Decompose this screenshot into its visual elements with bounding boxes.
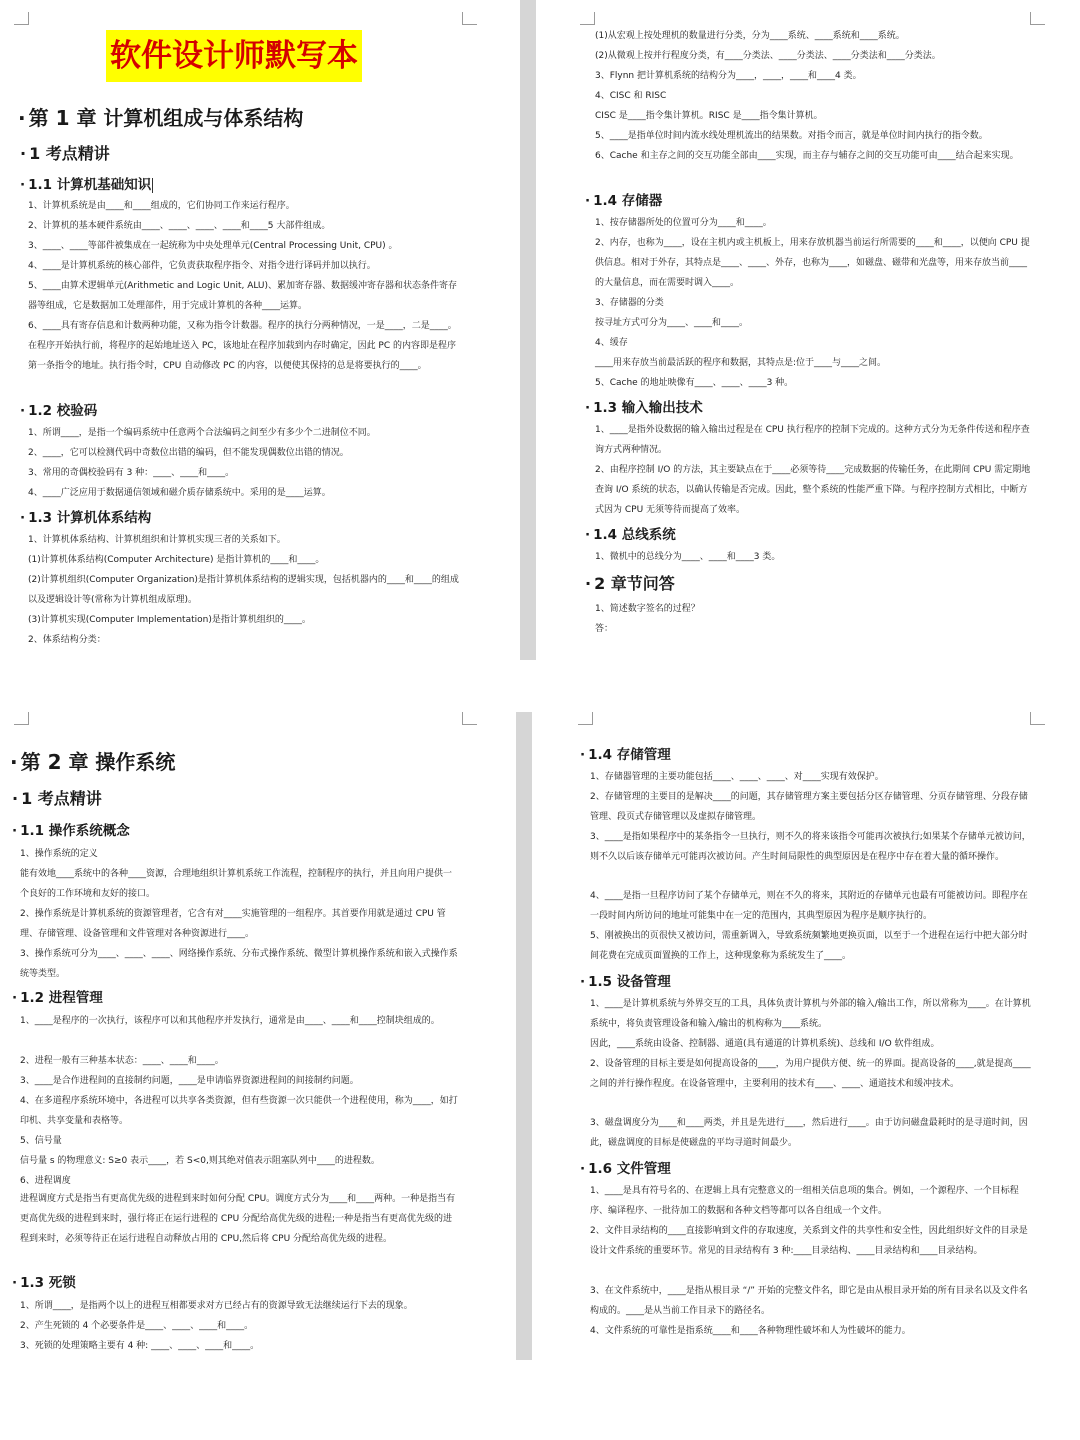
- paragraph: 6、Cache 和主存之间的交互功能全部由____实现，而主存与辅存之间的交互功能可由____结合起来实现。: [595, 151, 1019, 161]
- document-page-3: [0, 700, 505, 1380]
- subsection-heading: · 1.5 设备管理: [580, 970, 671, 990]
- document-title: 软件设计师默写本: [106, 30, 362, 82]
- paragraph: 信号量 s 的物理意义: S≥0 表示____，若 S<0,则其绝对值表示阻塞队列中____的进程数。: [20, 1156, 380, 1166]
- section-heading: · 1 考点精讲: [20, 141, 110, 164]
- paragraph: 3、常用的奇偶校验码有 3 种：____、____和____。: [28, 468, 235, 478]
- section-heading: · 2 章节问答: [585, 571, 675, 594]
- paragraph: 答：: [595, 624, 614, 634]
- paragraph: 1、所谓____，是指两个以上的进程互相都要求对方已经占有的资源导致无法继续运行下去的现象。: [20, 1301, 413, 1311]
- paragraph: 1、存储器管理的主要功能包括____、____、____、对____实现有效保护。: [590, 772, 884, 782]
- document-page-2: [540, 0, 1080, 660]
- paragraph: 3、____是指如果程序中的某条指令一旦执行，则不久的将来该指令可能再次被执行;如果某个存储单元被访问，则不久以后该存储单元可能再次被访问。产生时间局限性的典型原因是在程序中存在着大量的循环操作。: [590, 832, 1031, 862]
- text-cursor: [152, 178, 153, 193]
- paragraph: 4、在多道程序系统环境中，各进程可以共享各类资源，但有些资源一次只能供一个进程使用，称为____，如打印机、共享变量和表格等。: [20, 1096, 458, 1126]
- paragraph: 2、产生死锁的 4 个必要条件是____、____、____和____。: [20, 1321, 254, 1331]
- paragraph: 1、____是指外设数据的输入输出过程是在 CPU 执行程序的控制下完成的。这种方式分为无条件传送和程序查询方式两种情况。: [595, 425, 1030, 455]
- paragraph: 5、____由算术逻辑单元(Arithmetic and Logic Unit, ALU)、累加寄存器、数据缓冲寄存器和状态条件寄存器等组成，它是数据加工处理部件，用于完成计算机的各种____运算。: [28, 281, 458, 311]
- crop-mark: [462, 12, 477, 25]
- paragraph: (2)计算机组织(Computer Organization)是指计算机体系结构的逻辑实现，包括机器内的____和____的组成以及逻辑设计等(常称为计算机组成原理)。: [28, 575, 459, 605]
- paragraph: CISC 是____指令集计算机。RISC 是____指令集计算机。: [595, 111, 823, 121]
- subsection-heading: · 1.2 进程管理: [12, 986, 103, 1006]
- paragraph: 3、____、____等部件被集成在一起统称为中央处理单元(Central Processing Unit, CPU) 。: [28, 241, 398, 251]
- subsection-heading: · 1.4 存储管理: [580, 743, 671, 763]
- paragraph: 3、磁盘调度分为____和____两类，并且是先进行____，然后进行____。由于访问磁盘最耗时的是寻道时间，因此，磁盘调度的目标是使磁盘的平均寻道时间最少。: [590, 1118, 1028, 1148]
- paragraph: 3、死锁的处理策略主要有 4 种: ____、____、____和____。: [20, 1341, 260, 1351]
- paragraph: 4、CISC 和 RISC: [595, 91, 667, 101]
- paragraph: 按寻址方式可分为____、____和____。: [595, 318, 749, 328]
- paragraph: 3、存储器的分类: [595, 298, 664, 308]
- paragraph: 2、进程一般有三种基本状态：____、____和____。: [20, 1056, 224, 1066]
- page-gap: [516, 712, 532, 1360]
- paragraph: 1、计算机系统是由____和____组成的，它们协同工作来运行程序。: [28, 201, 295, 211]
- subsection-heading: · 1.4 总线系统: [585, 523, 676, 543]
- subsection-heading: · 1.6 文件管理: [580, 1157, 671, 1177]
- paragraph: 1、所谓____，是指一个编码系统中任意两个合法编码之间至少有多少个二进制位不同。: [28, 428, 376, 438]
- paragraph: 2、内存，也称为____，设在主机内或主机板上，用来存放机器当前运行所需要的____和____，以便向 CPU 提供信息。相对于外存，其特点是____、____、外存，也称为____，如磁盘、磁带和光盘等，用来存放当前____的大量信息，而在需要时调入____。: [595, 238, 1030, 288]
- paragraph: 2、计算机的基本硬件系统由____、____、____、____和____5 大部件组成。: [28, 221, 331, 231]
- paragraph: 5、Cache 的地址映像有____、____、____3 种。: [595, 378, 794, 388]
- paragraph: 2、存储管理的主要目的是解决____的问题，其存储管理方案主要包括分区存储管理、分页存储管理、分段存储管理、段页式存储管理以及虚拟存储管理。: [590, 792, 1028, 822]
- paragraph: 5、刚被换出的页很快又被访问，需重新调入，导致系统频繁地更换页面，以至于一个进程在运行中把大部分时间花费在完成页面置换的工作上，这种现象称为系统发生了____。: [590, 931, 1028, 961]
- paragraph: 能有效地____系统中的各种____资源，合理地组织计算机系统工作流程，控制程序的执行，并且向用户提供一个良好的工作环境和友好的接口。: [20, 869, 453, 899]
- crop-mark: [462, 712, 477, 725]
- paragraph: (3)计算机实现(Computer Implementation)是指计算机组织的____。: [28, 615, 311, 625]
- paragraph: 因此，____系统由设备、控制器、通道(具有通道的计算机系统)、总线和 I/O 软件组成。: [590, 1039, 940, 1049]
- subsection-heading: · 1.4 存储器: [585, 189, 662, 209]
- paragraph: 6、进程调度: [20, 1176, 71, 1186]
- crop-mark: [1030, 12, 1045, 25]
- subsection-heading: · 1.1 计算机基础知识: [20, 173, 153, 193]
- section-heading: · 1 考点精讲: [12, 786, 102, 809]
- paragraph: 4、____是计算机系统的核心部件，它负责获取程序指令、对指令进行译码并加以执行。: [28, 261, 376, 271]
- paragraph: 进程调度方式是指当有更高优先级的进程到来时如何分配 CPU。调度方式分为____和____两种。一种是指当有更高优先级的进程到来时，强行将正在运行进程的 CPU 分配给高优先级的进程;一种是指当有更高优先级的进程到来时，必须等待正在运行进程自动释放占用的 CPU,然后将 CPU 分配给高优先级的进程。: [20, 1194, 456, 1244]
- chapter-heading: · 第 1 章 计算机组成与体系结构: [18, 102, 303, 131]
- crop-mark: [14, 712, 29, 725]
- document-page-1: [0, 0, 505, 660]
- paragraph: (1)计算机体系结构(Computer Architecture) 是指计算机的____和____。: [28, 555, 325, 565]
- crop-mark: [1030, 712, 1045, 725]
- paragraph: 2、____，它可以检测代码中奇数位出错的编码，但不能发现偶数位出错的情况。: [28, 448, 349, 458]
- paragraph: 1、计算机体系结构、计算机组织和计算机实现三者的关系如下。: [28, 535, 286, 545]
- paragraph: 1、____是计算机系统与外界交互的工具，具体负责计算机与外部的输入/输出工作，所以常称为____。在计算机系统中，将负责管理设备和输入/输出的机构称为____系统。: [590, 999, 1031, 1029]
- paragraph: 3、在文件系统中，____是指从根目录 “/” 开始的完整文件名，即它是由从根目录开始的所有目录名以及文件名构成的。____是从当前工作目录下的路径名。: [590, 1286, 1028, 1316]
- paragraph: 4、缓存: [595, 338, 628, 348]
- paragraph: 2、操作系统是计算机系统的资源管理者，它含有对____实施管理的一组程序。其首要作用就是通过 CPU 管理、存储管理、设备管理和文件管理对各种资源进行____。: [20, 909, 446, 939]
- document-page-4: [540, 700, 1080, 1380]
- paragraph: 4、文件系统的可靠性是指系统____和____各种物理性破坏和人为性破坏的能力。: [590, 1326, 911, 1336]
- paragraph: 2、体系结构分类：: [28, 635, 106, 645]
- crop-mark: [14, 12, 29, 25]
- chapter-heading: · 第 2 章 操作系统: [10, 746, 175, 775]
- paragraph: 4、____广泛应用于数据通信领域和磁介质存储系统中。采用的是____运算。: [28, 488, 331, 498]
- paragraph: 2、由程序控制 I/O 的方法，其主要缺点在于____必须等待____完成数据的传输任务，在此期间 CPU 需定期地查询 I/O 系统的状态，以确认传输是否完成。因此，整个系统的性能严重下降。与程序控制方式相比，中断方式因为 CPU 无须等待而提高了效率。: [595, 465, 1031, 515]
- paragraph: 1、简述数字签名的过程？: [595, 604, 700, 614]
- paragraph: 1、____是程序的一次执行，该程序可以和其他程序并发执行，通常是由____、____和____控制块组成的。: [20, 1016, 440, 1026]
- paragraph: 2、设备管理的目标主要是如何提高设备的____，为用户提供方便、统一的界面。提高设备的____,就是提高____之间的并行操作程度。在设备管理中，主要利用的技术有____、____、通道技术和缓冲技术。: [590, 1059, 1031, 1089]
- paragraph: 1、____是具有符号名的、在逻辑上具有完整意义的一组相关信息项的集合。例如，一个源程序、一个目标程序、编译程序、一批待加工的数据和各种文档等都可以各自组成一个文件。: [590, 1186, 1019, 1216]
- paragraph: 2、文件目录结构的____直接影响到文件的存取速度，关系到文件的共享性和安全性，因此组织好文件的目录是设计文件系统的重要环节。常见的目录结构有 3 种:____目录结构、____目录结构和____目录结构。: [590, 1226, 1028, 1256]
- subsection-heading: · 1.3 计算机体系结构: [20, 506, 151, 526]
- paragraph: 6、____具有寄存信息和计数两种功能，又称为指令计数器。程序的执行分两种情况，一是____，二是____。在程序开始执行前，将程序的起始地址送入 PC，该地址在程序加载到内存时确定，因此 PC 的内容即是程序第一条指令的地址。执行指令时，CPU 自动修改 PC 的内容，以便使其保持的总是将要执行的____。: [28, 321, 457, 371]
- subsection-heading: · 1.1 操作系统概念: [12, 819, 130, 839]
- crop-mark: [580, 12, 595, 25]
- paragraph: (1)从宏观上按处理机的数量进行分类，分为____系统、____系统和____系统。: [595, 31, 905, 41]
- paragraph: 1、操作系统的定义: [20, 849, 98, 859]
- subsection-heading: · 1.3 输入输出技术: [585, 396, 703, 416]
- paragraph: ____用来存放当前最活跃的程序和数据，其特点是:位于____与____之间。: [595, 358, 887, 368]
- page-gap: [520, 0, 536, 660]
- paragraph: 3、操作系统可分为____、____、____、网络操作系统、分布式操作系统、微型计算机操作系统和嵌入式操作系统等类型。: [20, 949, 458, 979]
- crop-mark: [578, 712, 593, 725]
- subsection-heading: · 1.3 死锁: [12, 1271, 76, 1291]
- paragraph: 4、____是指一旦程序访问了某个存储单元，则在不久的将来，其附近的存储单元也最有可能被访问。即程序在一段时间内所访问的地址可能集中在一定的范围内，其典型原因为程序是顺序执行的。: [590, 891, 1028, 921]
- paragraph: (2)从微观上按并行程度分类，有____分类法、____分类法、____分类法和____分类法。: [595, 51, 941, 61]
- paragraph: 5、信号量: [20, 1136, 62, 1146]
- paragraph: 1、按存储器所处的位置可分为____和____。: [595, 218, 772, 228]
- paragraph: 3、Flynn 把计算机系统的结构分为____，____，____和____4 类。: [595, 71, 862, 81]
- subsection-heading: · 1.2 校验码: [20, 399, 97, 419]
- paragraph: 5、____是指单位时间内流水线处理机流出的结果数。对指令而言，就是单位时间内执行的指令数。: [595, 131, 988, 141]
- paragraph: 3、____是合作进程间的直接制约问题，____是申请临界资源进程间的间接制约问题。: [20, 1076, 359, 1086]
- paragraph: 1、微机中的总线分为____、____和____3 类。: [595, 552, 781, 562]
